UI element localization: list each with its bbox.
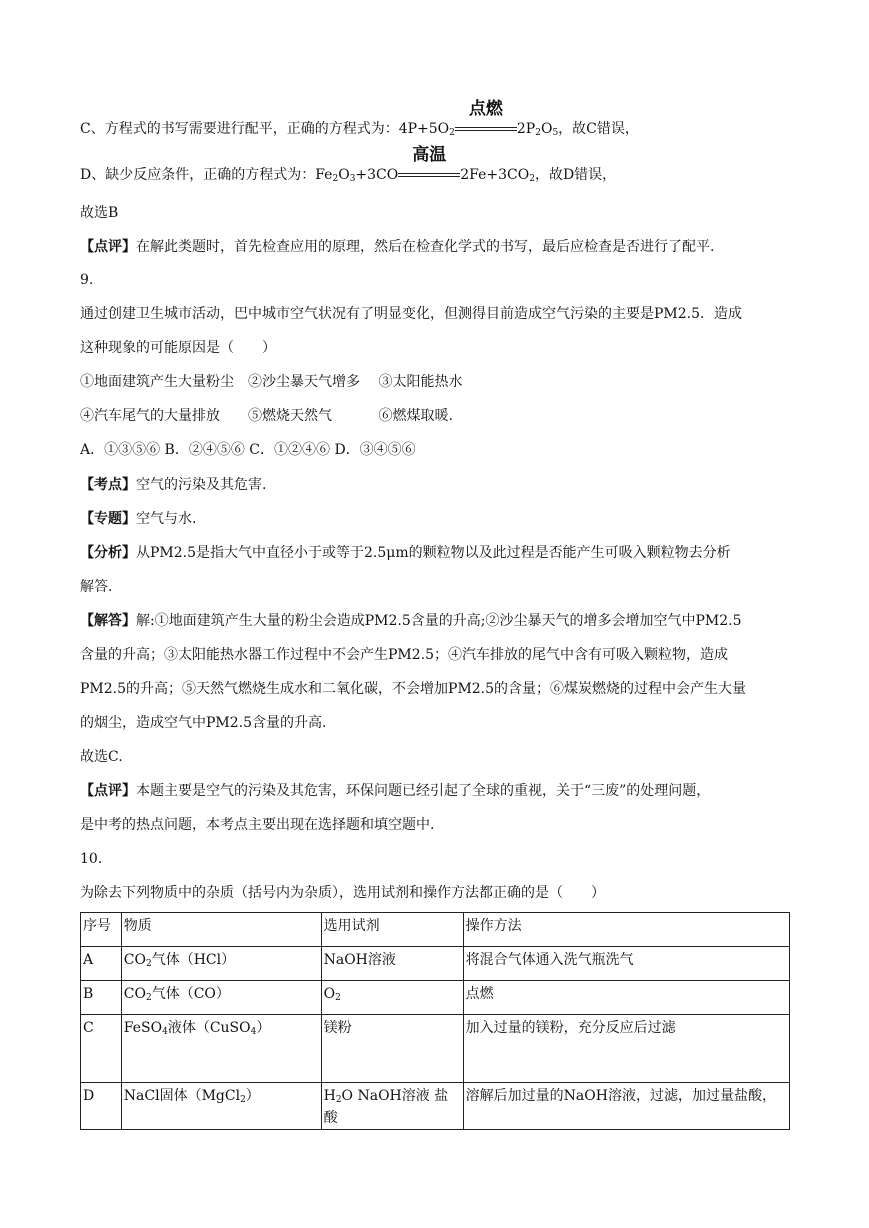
- text: ）: [245, 1088, 260, 1104]
- options-table: [80, 912, 790, 1130]
- substance-cell: [121, 947, 321, 981]
- equals-rule: [455, 127, 517, 131]
- table-header-row: [81, 913, 790, 947]
- text: 空气的污染及其危害.: [136, 477, 267, 493]
- text: NaCl固体（MgCl: [123, 1088, 241, 1104]
- subscript: 2: [335, 1095, 342, 1105]
- option-d-explanation: [80, 145, 617, 188]
- header-cell: 序号: [81, 913, 122, 947]
- subscript: 5: [552, 128, 559, 138]
- substance-cell: [121, 1015, 321, 1083]
- fenxi-line1: [80, 544, 731, 562]
- section-tag: 【点评】: [80, 783, 136, 799]
- header-cell: 物质: [121, 913, 321, 947]
- section-tag: 【解答】: [80, 613, 136, 629]
- subscript: 2: [535, 128, 541, 138]
- text: 2P: [516, 121, 536, 137]
- text: ）: [256, 1020, 271, 1036]
- review-8: [80, 238, 714, 256]
- equals-rule: [398, 173, 460, 177]
- section-tag: 【分析】: [80, 545, 136, 561]
- question-9-stem-line1: 通过创建卫生城市活动，巴中城市空气状况有了明显变化，但测得目前造成空气污染的主要是PM2.5．造成: [80, 306, 743, 322]
- reagent-cell: [321, 981, 463, 1015]
- header-cell: 操作方法: [463, 913, 789, 947]
- zhuanti: [80, 510, 196, 528]
- subscript: 3: [349, 174, 356, 184]
- question-9-items-line2: ④汽车尾气的大量排放 ⑤燃烧天然气 ⑥燃煤取暖.: [80, 408, 453, 424]
- jieda-line4: 的烟尘，造成空气中PM2.5含量的升高.: [80, 715, 327, 731]
- subscript: 2: [449, 128, 455, 138]
- table-row: [81, 1015, 790, 1083]
- question-10-number: 10.: [80, 851, 103, 867]
- subscript: 2: [529, 174, 535, 184]
- text: FeSO: [123, 1020, 163, 1036]
- row-id: C: [81, 1015, 122, 1083]
- review-9-line2: 是中考的热点问题，本考点主要出现在选择题和填空题中.: [80, 817, 435, 833]
- method-cell: 加入过量的镁粉，充分反应后过滤: [463, 1015, 789, 1083]
- method-cell: 溶解后加过量的NaOH溶液，过滤，加过量盐酸，: [463, 1083, 789, 1130]
- text: +3CO: [355, 167, 399, 183]
- text: 解:①地面建筑产生大量的粉尘会造成PM2.5含量的升高;②沙尘暴天气的增多会增加空气中PM2.5: [136, 613, 742, 629]
- text: CO: [123, 986, 146, 1002]
- subscript: 2: [145, 959, 152, 969]
- text: ，故D错误，: [534, 167, 617, 183]
- reaction-condition: [455, 99, 517, 138]
- text: O: [338, 167, 350, 183]
- reaction-condition: [398, 145, 460, 184]
- subscript: 2: [145, 993, 152, 1003]
- subscript: 4: [162, 1027, 168, 1037]
- table-row: [81, 947, 790, 981]
- text: 气体（CO）: [151, 986, 230, 1002]
- text: ，故C错误，: [558, 121, 639, 137]
- text: 本题主要是空气的污染及其危害，环保问题已经引起了全球的重视，关于“三废”的处理问题，: [136, 783, 711, 799]
- question-10-stem: 为除去下列物质中的杂质（括号内为杂质），选用试剂和操作方法都正确的是（ ）: [80, 885, 605, 901]
- table-row: [81, 981, 790, 1015]
- text: C、方程式的书写需要进行配平，正确的方程式为：4P+5O: [80, 121, 450, 137]
- substance-cell: [121, 1083, 321, 1130]
- reagent-cell: 镁粉: [321, 1015, 463, 1083]
- row-id: D: [81, 1083, 122, 1130]
- header-cell: 选用试剂: [321, 913, 463, 947]
- fenxi-line2: 解答.: [80, 579, 113, 595]
- substance-cell: [121, 981, 321, 1015]
- subscript: 2: [335, 993, 341, 1003]
- table-row: [81, 1083, 790, 1130]
- answer-c: 故选C.: [80, 749, 123, 765]
- subscript: 4: [250, 1027, 257, 1037]
- text: 在解此类题时，首先检查应用的原理，然后在检查化学式的书写，最后应检查是否进行了配平.: [136, 239, 715, 255]
- jieda-line2: 含量的升高；③太阳能热水器工作过程中不会产生PM2.5；④汽车排放的尾气中含有可吸入颗粒物，造成: [80, 647, 729, 663]
- condition-label: 高温: [412, 145, 447, 165]
- review-9-line1: [80, 782, 710, 800]
- text: 2Fe+3CO: [460, 167, 530, 183]
- condition-label: 点燃: [468, 99, 503, 119]
- text: 气体（HCl）: [151, 952, 236, 968]
- question-9-items-line1: ①地面建筑产生大量粉尘 ②沙尘暴天气增多 ③太阳能热水: [80, 374, 463, 390]
- question-9-number: 9.: [80, 272, 94, 288]
- section-tag: 【专题】: [80, 511, 136, 527]
- reagent-cell: NaOH溶液: [321, 947, 463, 981]
- method-cell: 点燃: [463, 981, 789, 1015]
- reagent-cell: [321, 1083, 463, 1130]
- text: O NaOH溶液 盐酸: [323, 1088, 449, 1126]
- text: O: [540, 121, 553, 137]
- text: CO: [123, 952, 146, 968]
- question-9-options: A．①③⑤⑥ B．②④⑤⑥ C．①②④⑥ D．③④⑤⑥: [80, 442, 416, 458]
- section-tag: 【点评】: [80, 239, 136, 255]
- subscript: 2: [332, 174, 339, 184]
- jieda-line1: [80, 612, 741, 630]
- text: 空气与水.: [136, 511, 197, 527]
- section-tag: 【考点】: [80, 477, 136, 493]
- answer-b: 故选B: [80, 205, 119, 221]
- row-id: B: [81, 981, 122, 1015]
- jieda-line3: PM2.5的升高；⑤天然气燃烧生成水和二氧化碳，不会增加PM2.5的含量；⑥煤炭燃烧的过程中会产生大量: [80, 681, 747, 697]
- question-9-stem-line2: 这种现象的可能原因是（ ）: [80, 340, 276, 356]
- subscript: 2: [240, 1095, 246, 1105]
- option-c-explanation: [80, 99, 639, 142]
- text: H: [323, 1088, 336, 1104]
- text: 液体（CuSO: [167, 1020, 251, 1036]
- text: O: [323, 986, 336, 1002]
- text: 从PM2.5是指大气中直径小于或等于2.5μm的颗粒物以及此过程是否能产生可吸入颗粒物去分析: [136, 545, 731, 561]
- method-cell: 将混合气体通入洗气瓶洗气: [463, 947, 789, 981]
- row-id: A: [81, 947, 122, 981]
- kaodian: [80, 476, 266, 494]
- text: D、缺少反应条件，正确的方程式为：Fe: [80, 167, 333, 183]
